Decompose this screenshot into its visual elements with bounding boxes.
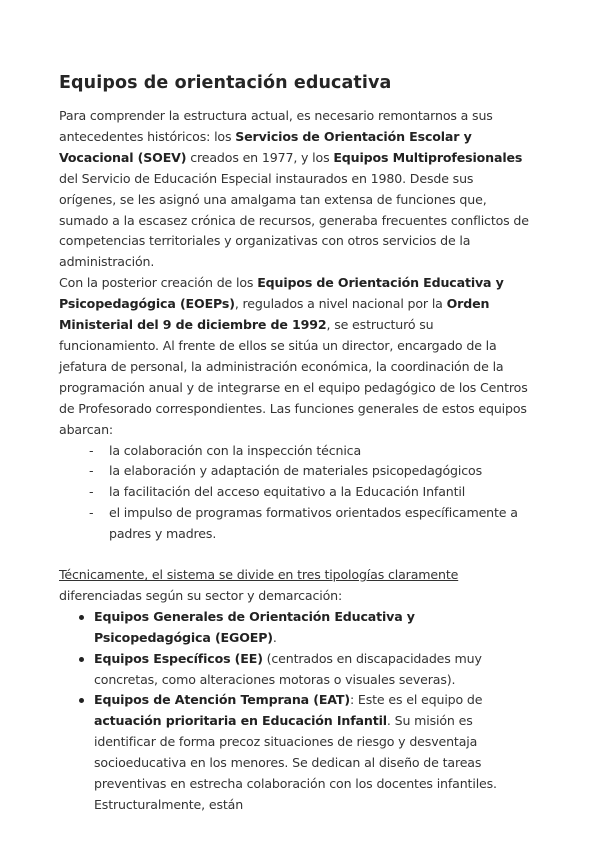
text-run: creados en 1977, y los (186, 149, 334, 165)
paragraph-history (59, 106, 529, 273)
bold-run: Equipos de Orientación Educativa y Psicopedagógica (EOEPs) (59, 275, 504, 312)
list-item: - la facilitación del acceso equitativo a la Educación Infantil (89, 482, 529, 503)
text-run: Con la posterior creación de los (59, 275, 258, 291)
list-item (79, 607, 529, 649)
text-run: , se estructuró su funcionamiento. Al frente de ellos se sitúa un director, encargado de la jefatura de personal, la administración económica, la coordinación de la programación anual y de integrarse en el equipo pedagógico de los Centros de Profesorado correspondientes. Las funciones generales de estos equipos abarcan: (59, 317, 528, 437)
functions-list (59, 441, 529, 546)
text-run: : Este es el equipo de (349, 692, 483, 708)
bold-run: Equipos Generales de Orientación Educativa y Psicopedagógica (EGOEP) (94, 608, 415, 645)
text-run: (centrados en discapacidades muy concretas, como alteraciones motoras o visuales severas). (94, 650, 482, 687)
list-item: - la colaboración con la inspección técnica (89, 441, 529, 462)
page-title: Equipos de orientación educativa (59, 73, 392, 93)
types-list (59, 607, 529, 816)
document-body (59, 106, 529, 816)
bold-run: Orden Ministerial del 9 de diciembre de 1992 (59, 296, 490, 333)
underlined-run: Técnicamente, el sistema se divide en tres tipologías claramente (59, 567, 459, 583)
list-item: - el impulso de programas formativos orientados específicamente a padres y madres. (89, 503, 529, 545)
bold-run: Equipos Multiprofesionales (333, 149, 523, 165)
list-item (79, 649, 529, 691)
text-run: del Servicio de Educación Especial instaurados en 1980. Desde sus orígenes, se les asignó una amalgama tan extensa de funciones que, sumado a la escasez crónica de recursos, generaba frecuentes conflictos de competencias territoriales y organizativas con otros servicios de la administración. (59, 170, 529, 270)
list-item (79, 690, 529, 815)
text-run: . (272, 629, 277, 645)
text-run: . Su misión es identificar de forma precoz situaciones de riesgo y desventaja socioeducativa en los menores. Se dedican al diseño de tareas preventivas en estrecha colaboración con los docentes infantiles. Estructuralmente, están (94, 713, 497, 812)
bold-run: Equipos Específicos (EE) (94, 650, 263, 666)
text-run: , regulados a nivel nacional por la (234, 296, 447, 312)
text-run: diferenciadas según su sector y demarcación: (59, 587, 343, 603)
bold-run: Equipos de Atención Temprana (EAT) (94, 692, 350, 708)
paragraph-eoeps (59, 273, 529, 440)
paragraph-types-intro (59, 565, 529, 607)
spacer (59, 545, 529, 565)
bold-run: Servicios de Orientación Escolar y Vocacional (SOEV) (59, 128, 472, 165)
list-item: - la elaboración y adaptación de materiales psicopedagógicos (89, 461, 529, 482)
text-run: Para comprender la estructura actual, es necesario remontarnos a sus antecedentes históricos: los (59, 108, 493, 144)
bold-run: actuación prioritaria en Educación Infantil (94, 713, 387, 729)
